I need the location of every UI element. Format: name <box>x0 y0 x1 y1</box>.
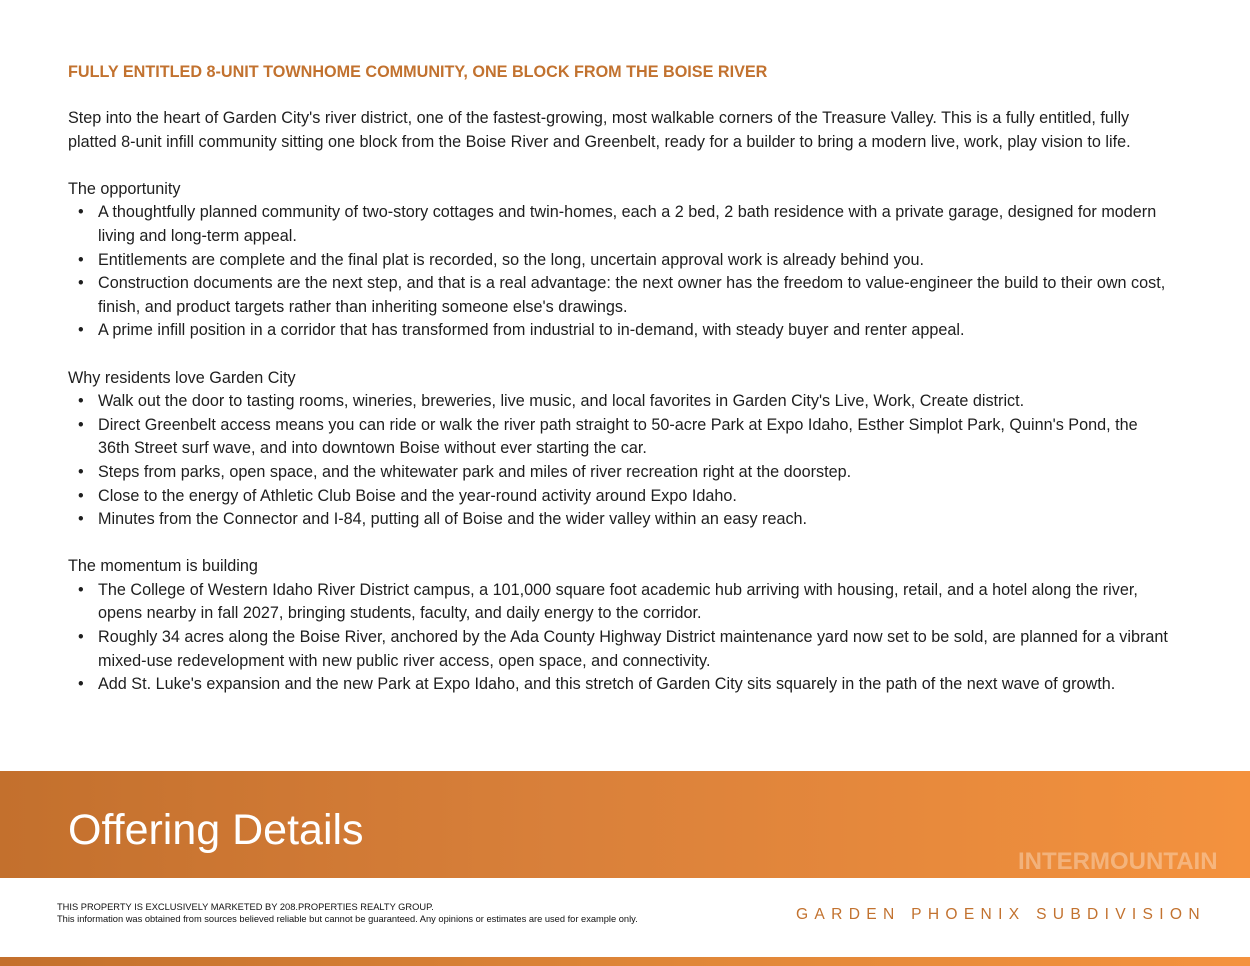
section-title-residents: Why residents love Garden City <box>68 368 296 387</box>
list-item: • Entitlements are complete and the final plat is recorded, so the long, uncertain approval work is already behind you. <box>68 249 1168 273</box>
list-item: • A prime infill position in a corridor that has transformed from industrial to in-demand, with steady buyer and renter appeal. <box>68 319 1168 343</box>
section-title-opportunity: The opportunity <box>68 179 181 198</box>
list-item: • Construction documents are the next step, and that is a real advantage: the next owner has the freedom to value-engineer the build to their own cost, finish, and product targets rather than inheriting someone else's drawings. <box>68 272 1168 319</box>
brand-watermark: INTERMOUNTAIN <box>1018 848 1218 875</box>
list-item: • Close to the energy of Athletic Club Boise and the year-round activity around Expo Idaho. <box>68 485 1168 509</box>
subdivision-name: GARDEN PHOENIX SUBDIVISION <box>796 906 1206 923</box>
list-item: • Minutes from the Connector and I-84, putting all of Boise and the wider valley within an easy reach. <box>68 508 1168 532</box>
list-item: • A thoughtfully planned community of two-story cottages and twin-homes, each a 2 bed, 2 bath residence with a private garage, designed for modern living and long-term appeal. <box>68 201 1168 248</box>
bullet-list-opportunity <box>68 201 1168 343</box>
intro-paragraph: Step into the heart of Garden City's river district, one of the fastest-growing, most walkable corners of the Treasure Valley. This is a fully entitled, fully platted 8-unit infill community sitting one block from the Boise River and Greenbelt, ready for a builder to bring a modern live, work, play vision to life. <box>68 109 1131 151</box>
disclaimer <box>57 901 638 925</box>
list-item: • Direct Greenbelt access means you can ride or walk the river path straight to 50-acre Park at Expo Idaho, Esther Simplot Park, Quinn's Pond, the 36th Street surf wave, and into downtown Boise without ever starting the car. <box>68 414 1168 461</box>
bullet-list-residents <box>68 390 1168 532</box>
bullet-list-momentum <box>68 579 1168 697</box>
offering-details-banner <box>0 771 1250 878</box>
disclaimer-line-information: This information was obtained from sources believed reliable but cannot be guaranteed. Any opinions or estimates are used for example only. <box>57 914 638 924</box>
section-title-momentum: The momentum is building <box>68 557 258 576</box>
disclaimer-line-marketing: THIS PROPERTY IS EXCLUSIVELY MARKETED BY 208.PROPERTIES REALTY GROUP. <box>57 902 434 912</box>
property-description <box>68 61 1168 697</box>
list-item: • Steps from parks, open space, and the whitewater park and miles of river recreation right at the doorstep. <box>68 461 1168 485</box>
list-item: • Add St. Luke's expansion and the new Park at Expo Idaho, and this stretch of Garden City sits squarely in the path of the next wave of growth. <box>68 673 1168 697</box>
list-item: • Roughly 34 acres along the Boise River, anchored by the Ada County Highway District maintenance yard now set to be sold, are planned for a vibrant mixed-use redevelopment with new public river access, open space, and connectivity. <box>68 626 1168 673</box>
list-item: • Walk out the door to tasting rooms, wineries, breweries, live music, and local favorites in Garden City's Live, Work, Create district. <box>68 390 1168 414</box>
page-heading: FULLY ENTITLED 8-UNIT TOWNHOME COMMUNITY, ONE BLOCK FROM THE BOISE RIVER <box>68 63 768 81</box>
bottom-accent-bar <box>0 957 1250 966</box>
list-item: • The College of Western Idaho River District campus, a 101,000 square foot academic hub arriving with housing, retail, and a hotel along the river, opens nearby in fall 2027, bringing students, faculty, and daily energy to the corridor. <box>68 579 1168 626</box>
banner-title: Offering Details <box>68 806 364 854</box>
